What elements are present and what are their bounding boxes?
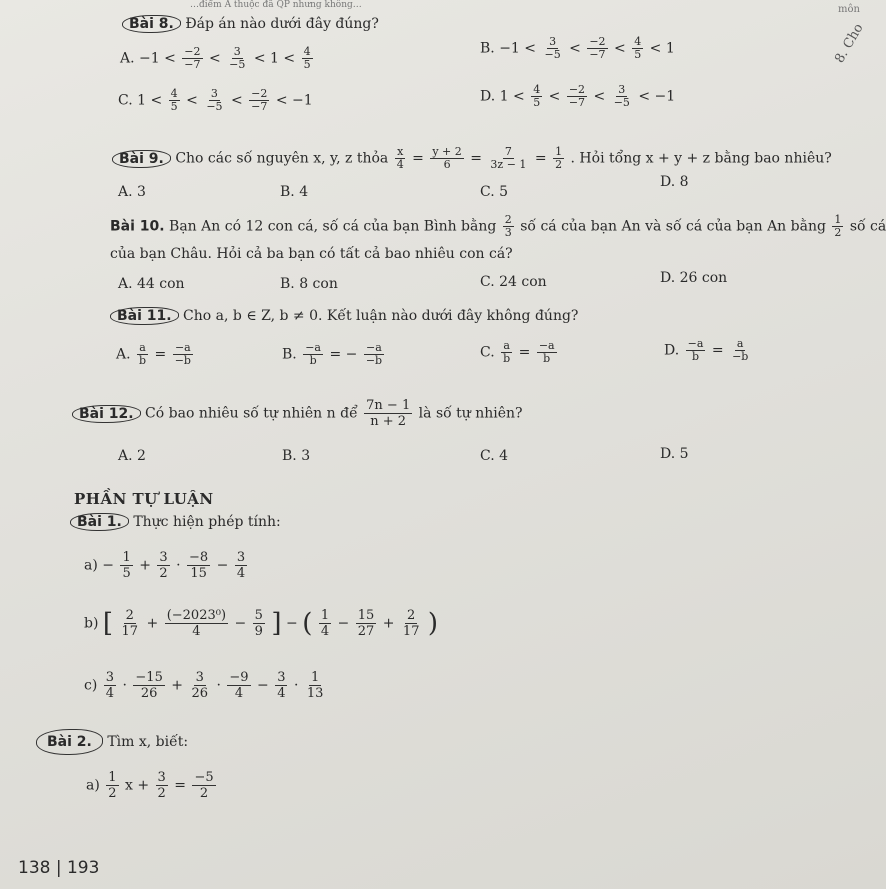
b10-option-c: C. 24 con	[480, 274, 547, 290]
fraction: $\frac{7}{3z - 1}$	[490, 145, 527, 171]
fraction: $\frac{3}{-5}$	[229, 45, 246, 71]
b12-title: Bài 12.	[72, 405, 141, 423]
b10-option-d: D. 26 con	[660, 270, 728, 286]
t2-part-a: a) $\frac{1}{2}$ x + $\frac{3}{2}$ = $\frac{-5}{2}$	[86, 770, 214, 801]
fraction: $\frac{1}{2}$	[555, 145, 563, 171]
fraction: $\frac{3}{-5}$	[613, 83, 630, 109]
fraction: $\frac{3}{-5}$	[206, 87, 223, 113]
fraction: $\frac{3}{2}$	[159, 550, 168, 581]
fraction: $\frac{7n - 1}{n + 2}$	[366, 398, 411, 429]
b10-question-line2: của bạn Châu. Hỏi cả ba bạn có tất cả bao nhiêu con cá?	[110, 246, 513, 262]
fraction: $\frac{4}{5}$	[170, 87, 178, 113]
section-heading: PHẦN TỰ LUẬN	[74, 490, 214, 508]
b12-option-d: D. 5	[660, 446, 689, 462]
b11-option-d: D. $\frac{-a}{b}$ = $\frac{a}{-b}$	[664, 337, 749, 363]
b11-option-b: B. $\frac{-a}{b}$ = − $\frac{-a}{-b}$	[282, 341, 383, 367]
b10-question-line1: Bài 10. Bạn An có 12 con cá, số cá của bạn Bình bằng $\frac{2}{3}$ số cá của bạn An và số cá của bạn An bằng $\frac{1}{2}$ số cá	[110, 213, 886, 239]
fraction: $\frac{-15}{26}$	[135, 670, 163, 701]
fraction: $\frac{3}{26}$	[191, 670, 209, 701]
fraction: $\frac{-2}{-7}$	[568, 83, 586, 109]
fraction: $\frac{1}{5}$	[122, 550, 131, 581]
b8-title: Bài 8.	[122, 15, 181, 33]
b8-option-a: A. −1 < $\frac{-2}{-7}$ < $\frac{3}{-5}$ < 1 < $\frac{4}{5}$	[120, 45, 311, 71]
fraction: $\frac{3}{4}$	[236, 550, 246, 581]
t1-part-b: b) [ $\frac{2}{17}$ + $\frac{\text{(−2023⁰)}}{4}$ − $\frac{5}{9}$ ] − ( $\frac{1}{4}$ − $\frac{15}{27}$ + $\frac{2}{17}$ )	[84, 608, 439, 639]
b9-title: Bài 9.	[112, 150, 171, 168]
b11-option-a: A. $\frac{a}{b}$ = $\frac{-a}{-b}$	[116, 341, 191, 367]
b8-option-b: B. −1 < $\frac{3}{-5}$ < $\frac{-2}{-7}$ < $\frac{4}{5}$ < 1	[480, 35, 675, 61]
b11-option-c: C. $\frac{a}{b}$ = $\frac{-a}{b}$	[480, 339, 555, 365]
fraction: $\frac{2}{17}$	[121, 608, 139, 639]
fraction: $\frac{a}{-b}$	[732, 337, 749, 363]
t2-question: Bài 2. Tìm x, biết:	[36, 734, 188, 750]
b9-option-c: C. 5	[480, 184, 509, 200]
b12-option-b: B. 3	[282, 448, 311, 464]
t1-part-c: c) $\frac{3}{4}$ · $\frac{-15}{26}$ + $\frac{3}{26}$ · $\frac{-9}{4}$ − $\frac{3}{4}$ · $\frac{1}{13}$	[84, 670, 324, 701]
t2-title: Bài 2.	[36, 729, 103, 755]
t1-question: Bài 1. Thực hiện phép tính:	[70, 514, 281, 530]
fraction: $\frac{\text{(−2023⁰)}}{4}$	[166, 608, 227, 639]
fraction: $\frac{1}{4}$	[320, 608, 330, 639]
b9-question: Bài 9. Cho các số nguyên x, y, z thỏa $\frac{x}{4}$ = $\frac{y + 2}{6}$ = $\frac{7}{3z - 1}$ = $\frac{1}{2}$ . Hỏi tổng x + y + z bằng bao nhiêu?	[112, 146, 832, 171]
b8-text: Đáp án nào dưới đây đúng?	[185, 16, 379, 32]
b8-question	[122, 16, 379, 32]
fraction: $\frac{-2}{-7}$	[589, 35, 606, 61]
fraction: $\frac{-a}{-b}$	[365, 341, 383, 367]
fraction: $\frac{-2}{-7}$	[251, 87, 268, 113]
fraction: $\frac{4}{5}$	[303, 45, 311, 71]
b10-title: Bài 10.	[110, 218, 165, 235]
b11-title: Bài 11.	[110, 307, 179, 325]
side-note: 8. Cho	[832, 21, 867, 66]
fraction: $\frac{y + 2}{6}$	[432, 145, 462, 171]
fraction: $\frac{1}{2}$	[108, 770, 117, 801]
fraction: $\frac{a}{b}$	[139, 341, 147, 367]
b8-option-c: C. 1 < $\frac{4}{5}$ < $\frac{3}{-5}$ < $\frac{-2}{-7}$ < −1	[118, 87, 313, 113]
t1-title: Bài 1.	[70, 513, 129, 531]
fraction: $\frac{-a}{b}$	[538, 339, 555, 365]
fraction: $\frac{-9}{4}$	[229, 670, 249, 701]
fraction: $\frac{a}{b}$	[503, 339, 511, 365]
b10-option-a: A. 44 con	[118, 276, 185, 292]
fraction: $\frac{-a}{b}$	[687, 337, 704, 363]
fraction: $\frac{15}{27}$	[357, 608, 375, 639]
t1-part-a: a) − $\frac{1}{5}$ + $\frac{3}{2}$ · $\frac{-8}{15}$ − $\frac{3}{4}$	[84, 550, 246, 581]
b11-question: Bài 11. Cho a, b ∈ Z, b ≠ 0. Kết luận nào dưới đây không đúng?	[110, 308, 578, 324]
fraction: $\frac{-a}{-b}$	[174, 341, 191, 367]
fraction: $\frac{x}{4}$	[396, 145, 404, 171]
b9-option-b: B. 4	[280, 184, 309, 200]
fraction: $\frac{-a}{b}$	[305, 341, 321, 367]
fraction: $\frac{2}{17}$	[402, 608, 420, 639]
b12-question: Bài 12. Có bao nhiêu số tự nhiên n để $\frac{7n - 1}{n + 2}$ là số tự nhiên?	[72, 398, 523, 429]
fraction: $\frac{4}{5}$	[533, 83, 541, 109]
fraction: $\frac{4}{5}$	[634, 35, 642, 61]
top-scrap-text: …điểm A thuộc đã QP nhưng không…	[190, 0, 362, 10]
fraction: $\frac{2}{3}$	[504, 213, 512, 239]
b9-option-d: D. 8	[660, 174, 689, 190]
b9-option-a: A. 3	[118, 184, 146, 200]
b12-option-a: A. 2	[118, 448, 146, 464]
fraction: $\frac{1}{13}$	[306, 670, 324, 701]
fraction: $\frac{1}{2}$	[834, 213, 842, 239]
b8-option-d: D. 1 < $\frac{4}{5}$ < $\frac{-2}{-7}$ < $\frac{3}{-5}$ < −1	[480, 83, 676, 109]
fraction: $\frac{3}{-5}$	[544, 35, 561, 61]
b12-option-c: C. 4	[480, 448, 509, 464]
fraction: $\frac{3}{4}$	[105, 670, 115, 701]
fraction: $\frac{-2}{-7}$	[184, 45, 201, 71]
fraction: $\frac{-8}{15}$	[189, 550, 209, 581]
fraction: $\frac{-5}{2}$	[194, 770, 214, 801]
fraction: $\frac{3}{4}$	[277, 670, 286, 701]
b10-option-b: B. 8 con	[280, 276, 338, 292]
fraction: $\frac{5}{9}$	[254, 608, 263, 639]
page-number: 138 | 193	[18, 858, 100, 878]
fraction: $\frac{3}{2}$	[157, 770, 166, 801]
corner-text: môn	[838, 4, 860, 15]
